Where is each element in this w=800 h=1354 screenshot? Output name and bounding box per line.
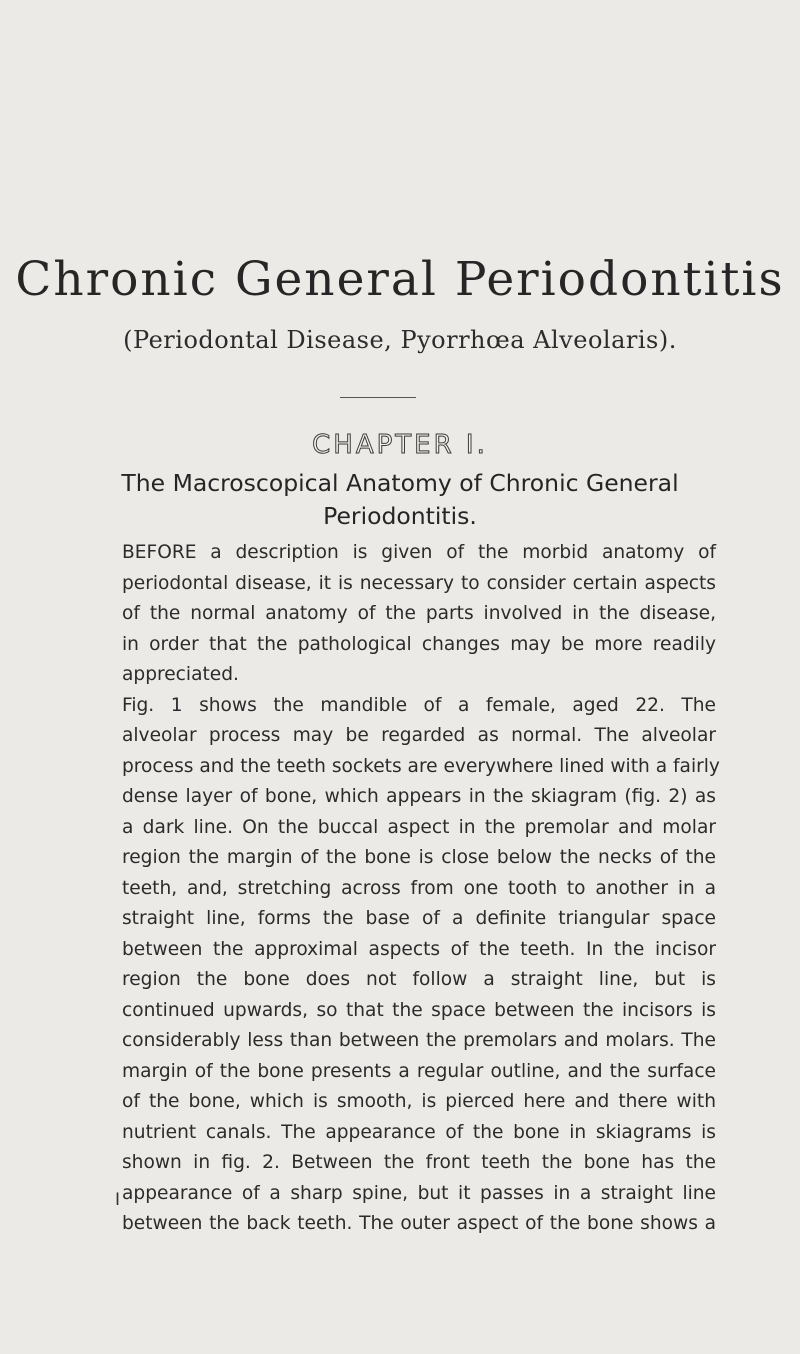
text-line: region the margin of the bone is close below the necks of the [122, 847, 716, 868]
text-line: appearance of a sharp spine, but it passes in a straight line [122, 1182, 716, 1204]
text-line: continued upwards, so that the space between the incisors is [122, 999, 716, 1021]
text-line: periodontal disease, it is necessary to consider certain aspects [122, 572, 716, 594]
page-number: I [115, 1190, 121, 1210]
text-line: alveolar process may be regarded as normal. The alveolar [122, 725, 716, 746]
text-line: considerably less than between the premolars and molars. The [122, 1030, 716, 1051]
text-line: a dark line. On the buccal aspect in the premolar and molar [122, 816, 716, 838]
text-line: nutrient canals. The appearance of the bone in skiagrams is [122, 1121, 716, 1143]
page-title: Chronic General Periodontitis [15, 252, 785, 307]
text-line: of the normal anatomy of the parts involved in the disease, [122, 603, 716, 624]
text-line: between the back teeth. The outer aspect of the bone shows a [122, 1213, 716, 1234]
title-divider [340, 397, 416, 398]
text-line: process and the teeth sockets are everywhere lined with a fairly [122, 755, 720, 777]
chapter-heading-line: The Macroscopical Anatomy of Chronic General [121, 469, 679, 497]
text-line: BEFORE a description is given of the morbid anatomy of [122, 542, 716, 563]
body-text [94, 538, 720, 1240]
chapter-heading [0, 467, 800, 533]
text-line: appreciated. [122, 664, 239, 685]
text-line: in order that the pathological changes may be more readily [122, 633, 716, 655]
paragraph [94, 691, 720, 1240]
chapter-heading-line: Periodontitis. [323, 502, 477, 530]
text-line: of the bone, which is smooth, is pierced here and there with [122, 1091, 716, 1112]
text-line: straight line, forms the base of a definite triangular space [122, 908, 716, 929]
chapter-label: CHAPTER I. [312, 430, 488, 460]
text-line: dense layer of bone, which appears in the skiagram (fig. 2) as [122, 786, 716, 807]
text-line: between the approximal aspects of the teeth. In the incisor [122, 938, 716, 960]
text-line: region the bone does not follow a straight line, but is [122, 969, 716, 990]
page-subtitle: (Periodontal Disease, Pyorrhœa Alveolaris). [123, 326, 677, 354]
text-line: Fig. 1 shows the mandible of a female, aged 22. The [122, 694, 716, 716]
text-line: shown in fig. 2. Between the front teeth the bone has the [122, 1152, 716, 1173]
paragraph [94, 538, 716, 691]
text-line: margin of the bone presents a regular outline, and the surface [122, 1060, 716, 1082]
text-line: teeth, and, stretching across from one tooth to another in a [122, 877, 716, 899]
